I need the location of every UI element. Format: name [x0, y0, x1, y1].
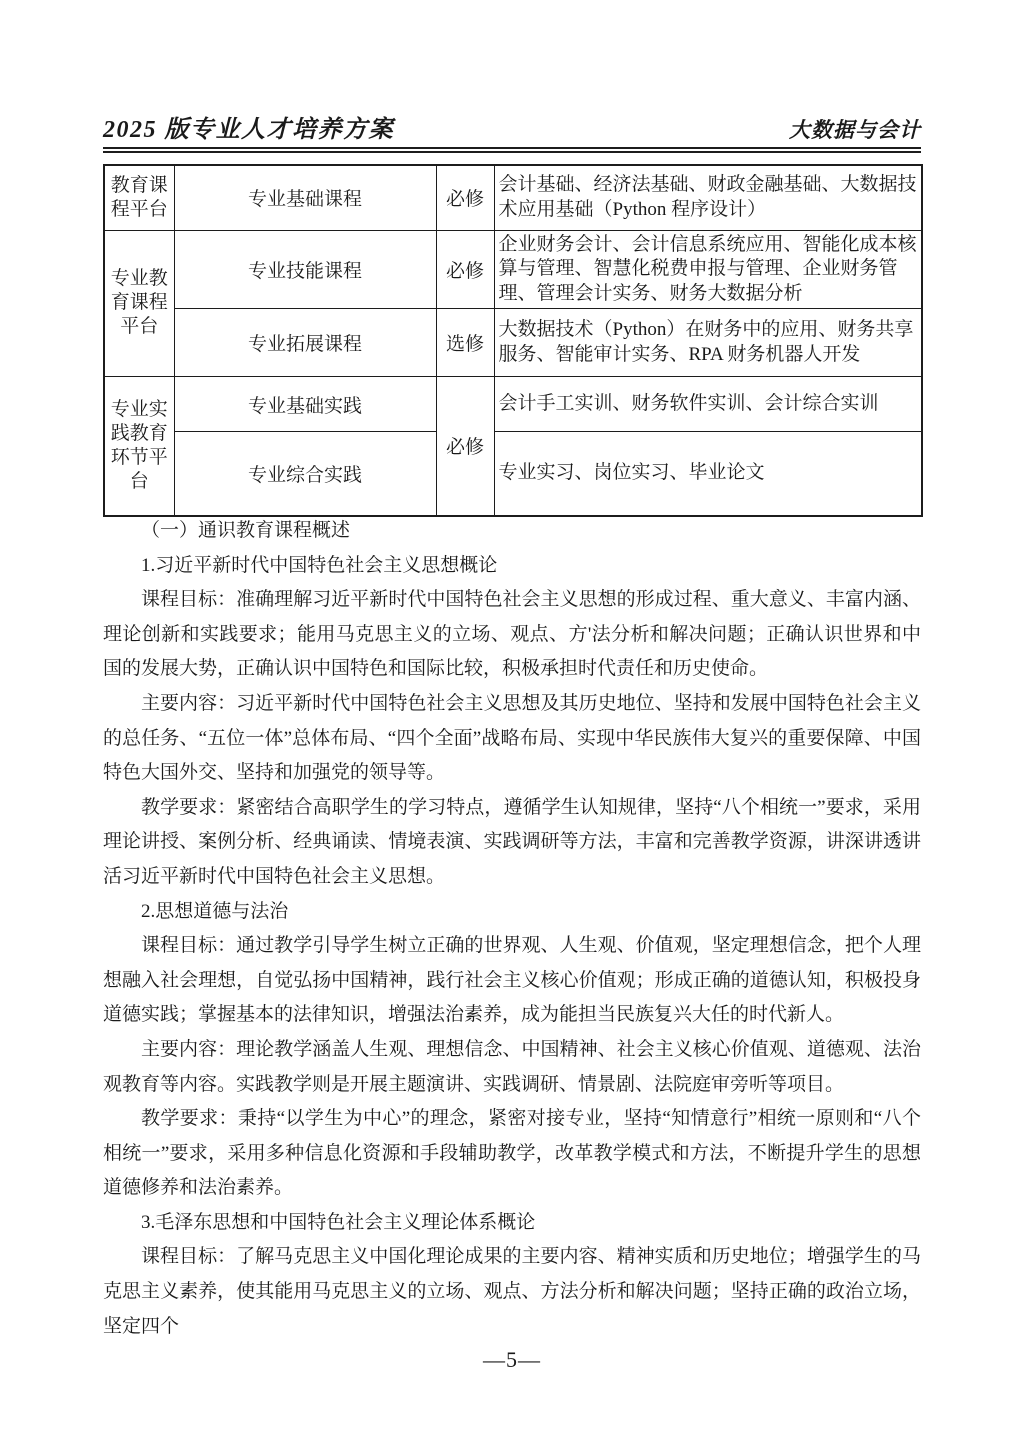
course-cell: 专业技能课程 [174, 230, 436, 309]
table-row [104, 165, 922, 230]
page-footer [0, 1347, 1024, 1373]
table-row [104, 309, 922, 377]
platform-cell: 专业教育课程平台 [104, 230, 174, 377]
course-1-objective-paragraph: 课程目标：准确理解习近平新时代中国特色社会主义思想的形成过程、重大意义、丰富内涵、理论创新和实践要求；能用马克思主义的立场、观点、方'法分析和解决问题；正确认识世界和中国的发展大势，正确认识中国特色和国际比较，积极承担时代责任和历史使命。 [103, 589, 921, 680]
course-list-cell: 专业实习、岗位实习、毕业论文 [494, 432, 922, 516]
table-row [104, 432, 922, 516]
page-header [103, 110, 921, 144]
course-type-cell: 必修 [436, 165, 494, 230]
course-1-content-paragraph: 主要内容：习近平新时代中国特色社会主义思想及其历史地位、坚持和发展中国特色社会主义的总任务、“五位一体”总体布局、“四个全面”战略布局、实现中华民族伟大复兴的重要保障、中国特色大国外交、坚持和加强党的领导等。 [103, 692, 921, 784]
course-2-content-paragraph: 主要内容：理论教学涵盖人生观、理想信念、中国精神、社会主义核心价值观、道德观、法治观教育等内容。实践教学则是开展主题演讲、实践调研、情景剧、法院庭审旁听等项目。 [103, 1038, 921, 1095]
section-heading: （一）通识教育课程概述 [141, 520, 351, 541]
platform-cell: 专业实践教育环节平台 [104, 377, 174, 516]
course-cell: 专业综合实践 [174, 432, 436, 516]
header-double-rule [103, 147, 921, 153]
course-2-requirement-paragraph: 教学要求：秉持“以学生为中心”的理念，紧密对接专业，坚持“知情意行”相统一原则和“八个相统一”要求，采用多种信息化资源和手段辅助教学，改革教学模式和方法，不断提升学生的思想道德修养和法治素养。 [103, 1108, 921, 1199]
course-list-cell: 大数据技术（Python）在财务中的应用、财务共享服务、智能审计实务、RPA 财务机器人开发 [494, 309, 922, 377]
header-left-title: 2025 版专业人才培养方案 [103, 117, 394, 143]
course-3-objective-paragraph: 课程目标：了解马克思主义中国化理论成果的主要内容、精神实质和历史地位；增强学生的马克思主义素养，使其能用马克思主义的立场、观点、方法分析和解决问题；坚持正确的政治立场，坚定四个 [103, 1246, 921, 1337]
table-row [104, 230, 922, 309]
platform-cell: 教育课程平台 [104, 165, 174, 230]
course-list-cell: 企业财务会计、会计信息系统应用、智能化成本核算与管理、智慧化税费申报与管理、企业财务管理、管理会计实务、财务大数据分析 [494, 230, 922, 309]
course-list-cell: 会计基础、经济法基础、财政金融基础、大数据技术应用基础（Python 程序设计） [494, 165, 922, 230]
course-2-heading: 2.思想道德与法治 [141, 900, 289, 922]
course-list-cell: 会计手工实训、财务软件实训、会计综合实训 [494, 377, 922, 432]
curriculum-table [103, 164, 923, 517]
course-type-cell: 必修 [436, 230, 494, 309]
course-cell: 专业基础实践 [174, 377, 436, 432]
course-2-objective-paragraph: 课程目标：通过教学引导学生树立正确的世界观、人生观、价值观，坚定理想信念，把个人理想融入社会理想，自觉弘扬中国精神，践行社会主义核心价值观；形成正确的道德认知，积极投身道德实践；掌握基本的法律知识，增强法治素养，成为能担当民族复兴大任的时代新人。 [103, 935, 921, 1026]
course-type-cell: 选修 [436, 309, 494, 377]
course-type-cell: 必修 [436, 377, 494, 516]
page-number: —5— [483, 1347, 541, 1372]
body-text [103, 514, 921, 1344]
header-right-title: 大数据与会计 [789, 118, 921, 142]
course-cell: 专业拓展课程 [174, 309, 436, 377]
course-1-requirement-paragraph: 教学要求：紧密结合高职学生的学习特点，遵循学生认知规律，坚持“八个相统一”要求，采用理论讲授、案例分析、经典诵读、情境表演、实践调研等方法，丰富和完善教学资源，讲深讲透讲活习近平新时代中国特色社会主义思想。 [103, 796, 921, 887]
course-3-heading: 3.毛泽东思想和中国特色社会主义理论体系概论 [141, 1211, 536, 1233]
course-1-heading: 1.习近平新时代中国特色社会主义思想概论 [141, 554, 498, 576]
course-cell: 专业基础课程 [174, 165, 436, 230]
table-row [104, 377, 922, 432]
